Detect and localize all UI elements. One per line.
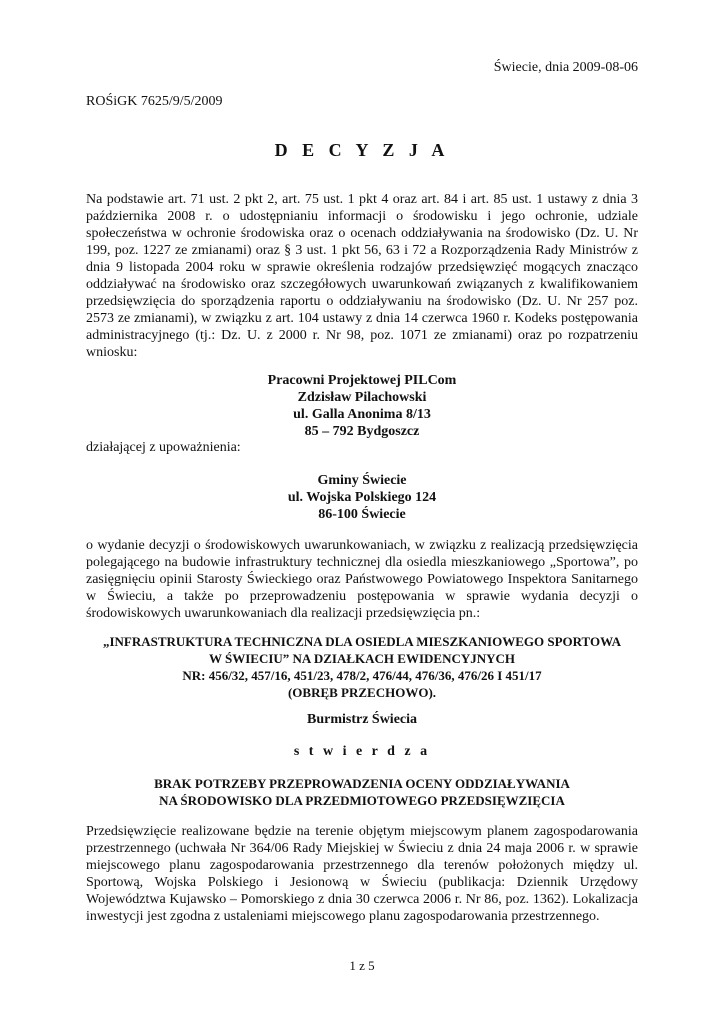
issuing-authority: Burmistrz Świecia <box>306 712 418 727</box>
project-precinct: (OBRĘB PRZECHOWO). <box>287 685 437 700</box>
principal-block <box>86 472 638 523</box>
verdict-word: s t w i e r d z a <box>293 744 431 759</box>
case-reference: ROŚiGK 7625/9/5/2009 <box>86 94 223 109</box>
document-date: Świecie, dnia 2009-08-06 <box>493 60 638 75</box>
project-title-block <box>86 633 638 701</box>
finding-block <box>86 775 638 809</box>
finding-line: NA ŚRODOWISKO DLA PRZEDMIOTOWEGO PRZEDSIĘWZIĘCIA <box>159 793 565 808</box>
applicant-street: ul. Galla Anonima 8/13 <box>293 407 431 422</box>
project-title-line: W ŚWIECIU” NA DZIAŁKACH EWIDENCYJNYCH <box>208 651 516 666</box>
zoning-plan-paragraph: Przedsięwzięcie realizowane będzie na terenie objętym miejscowym planem zagospodarowania przestrzennego (uchwała Nr 364/06 Rady Miejskiej w Świeciu z dnia 24 maja 2006 r. w sprawie miejscowego planu zagospodarowania przestrzennego dla terenów położonych między ul. Sportową, Wojska Polskiego i Jesionową w Świeciu (publikacja: Dziennik Urzędowy Województwa Kujawsko – Pomorskiego z dnia 30 czerwca 2006 r. Nr 86, poz. 1362). Lokalizacja inwestycji jest zgodna z ustaleniami miejscowego planu zagospodarowania przestrzennego. <box>86 824 638 924</box>
authorization-note: działającej z upoważnienia: <box>86 440 241 455</box>
project-parcels: NR: 456/32, 457/16, 451/23, 478/2, 476/44, 476/36, 476/26 I 451/17 <box>182 668 542 683</box>
document-title: D E C Y Z J A <box>274 140 450 160</box>
finding-line: BRAK POTRZEBY PRZEPROWADZENIA OCENY ODDZIAŁYWANIA <box>154 776 570 791</box>
applicant-person: Zdzisław Pilachowski <box>297 390 427 405</box>
legal-basis-paragraph: Na podstawie art. 71 ust. 2 pkt 2, art. 75 ust. 1 pkt 4 oraz art. 84 i art. 85 ust. 1 ustawy z dnia 3 października 2008 r. o udostępnianiu informacji o środowisku i jego ochronie, udziale społeczeństwa w ochronie środowiska oraz o ocenach oddziaływania na środowisko (Dz. U. Nr 199, poz. 1227 ze zmianami) oraz § 3 ust. 1 pkt 56, 63 i 72 a Rozporządzenia Rady Ministrów z dnia 9 listopada 2004 roku w sprawie określenia rodzajów przedsięwzięć mogących znacząco oddziaływać na środowisko oraz szczegółowych uwarunkowań związanych z kwalifikowaniem przedsięwzięcia do sporządzenia raportu o oddziaływaniu na środowisko (Dz. U. Nr 257 poz. 2573 ze zmianami), w związku z art. 104 ustawy z dnia 14 czerwca 1960 r. Kodeks postępowania administracyjnego (tj.: Dz. U. z 2000 r. Nr 98, poz. 1071 ze zmianami) oraz po rozpatrzeniu wniosku: <box>86 192 638 360</box>
principal-street: ul. Wojska Polskiego 124 <box>287 490 437 505</box>
principal-city: 86-100 Świecie <box>318 507 406 522</box>
applicant-city: 85 – 792 Bydgoszcz <box>304 424 420 439</box>
page-number: 1 z 5 <box>349 958 375 973</box>
applicant-name: Pracowni Projektowej PILCom <box>267 373 457 388</box>
applicant-block <box>86 372 638 440</box>
request-paragraph: o wydanie decyzji o środowiskowych uwarunkowaniach, w związku z realizacją przedsięwzięcia polegającego na budowie infrastruktury technicznej dla osiedla mieszkaniowego „Sportowa”, po zasięgnięciu opinii Starosty Świeckiego oraz Państwowego Powiatowego Inspektora Sanitarnego w Świeciu, a także po przeprowadzeniu postępowania w sprawie wydania decyzji o środowiskowych uwarunkowaniach dla realizacji przedsięwzięcia pn.: <box>86 538 638 621</box>
project-title-line: „INFRASTRUKTURA TECHNICZNA DLA OSIEDLA MIESZKANIOWEGO SPORTOWA <box>102 634 622 649</box>
principal-name: Gminy Świecie <box>317 473 407 488</box>
